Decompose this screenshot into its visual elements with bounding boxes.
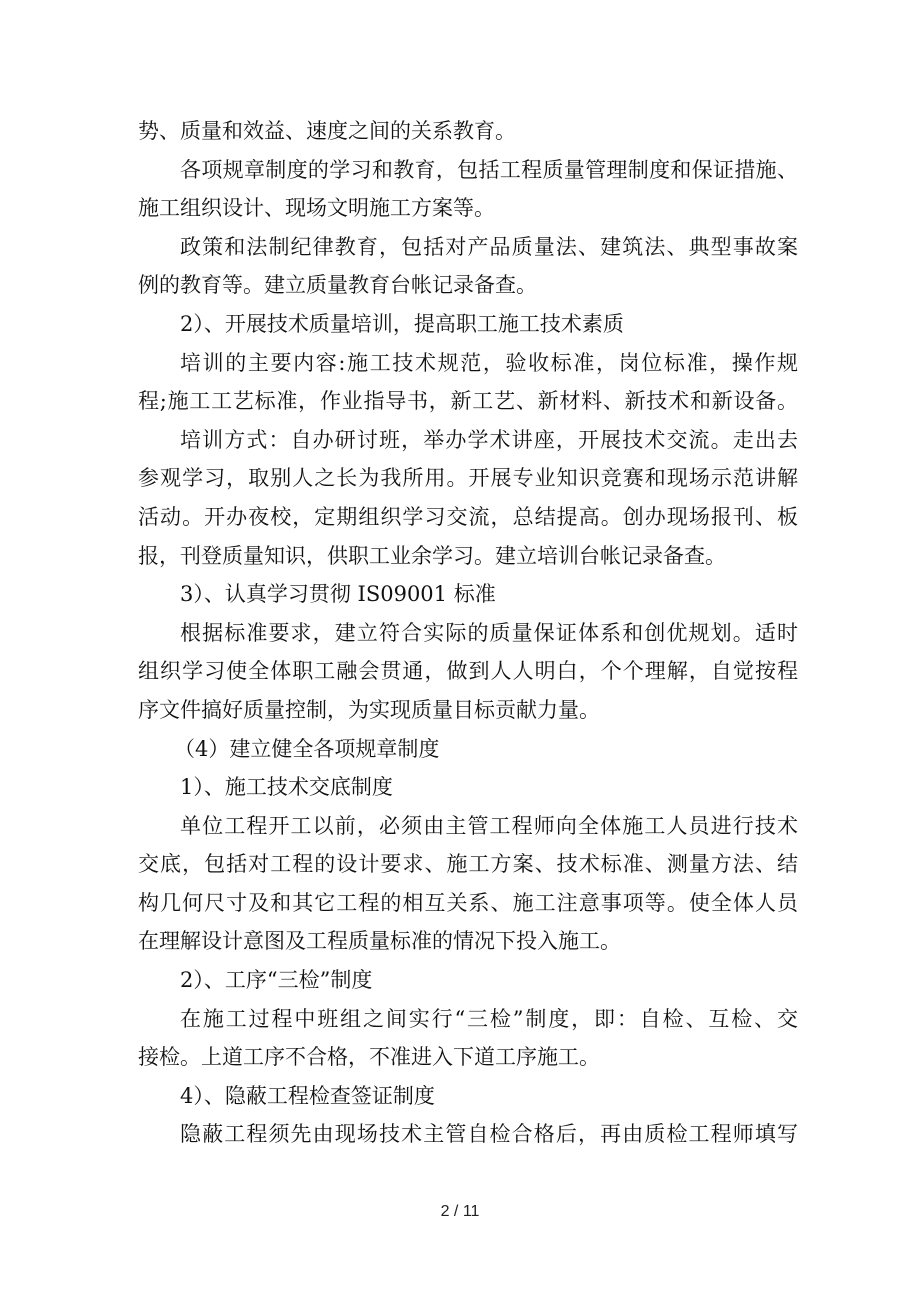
text-line: 例的教育等。建立质量教育台帐记录备查。 bbox=[138, 273, 537, 298]
text-line: 在理解设计意图及工程质量标准的情况下投入施工。 bbox=[138, 929, 621, 954]
section-heading: 4）、隐蔽工程检查签证制度 bbox=[180, 1083, 435, 1108]
text-line: 势、质量和效益、速度之间的关系教育。 bbox=[138, 119, 516, 143]
text-line: 程;施工工艺标准，作业指导书，新工艺、新材料、新技术和新设备。 bbox=[138, 389, 798, 414]
text-line: 交底，包括对工程的设计要求、施工方案、技术标准、测量方法、结 bbox=[138, 852, 798, 877]
text-line: 单位工程开工以前，必须由主管工程师向全体施工人员进行技术 bbox=[180, 813, 798, 838]
text-line: 施工组织设计、现场文明施工方案等。 bbox=[138, 196, 495, 221]
text-line: 培训方式：自办研讨班，举办学术讲座，开展技术交流。走出去 bbox=[180, 427, 798, 452]
document-body bbox=[138, 112, 798, 1154]
text-line: 序文件搞好质量控制，为实现质量目标贡献力量。 bbox=[138, 697, 600, 722]
text-line: 各项规章制度的学习和教育，包括工程质量管理制度和保证措施、 bbox=[180, 157, 798, 182]
section-heading: （4）建立健全各项规章制度 bbox=[174, 736, 440, 761]
section-heading: 1）、施工技术交底制度 bbox=[180, 775, 393, 800]
text-line: 在施工过程中班组之间实行“三检”制度，即：自检、互检、交 bbox=[180, 1006, 798, 1031]
text-line: 根据标准要求，建立符合实际的质量保证体系和创优规划。适时 bbox=[180, 620, 798, 645]
text-line: 培训的主要内容:施工技术规范，验收标准，岗位标准，操作规 bbox=[180, 350, 798, 375]
text-line: 隐蔽工程须先由现场技术主管自检合格后，再由质检工程师填写 bbox=[180, 1122, 798, 1147]
page-number: 2 / 11 bbox=[440, 1203, 480, 1220]
text-line: 组织学习使全体职工融会贯通，做到人人明白，个个理解，自觉按程 bbox=[138, 659, 798, 684]
text-line: 参观学习，取别人之长为我所用。开展专业知识竞赛和现场示范讲解 bbox=[138, 466, 798, 491]
section-heading: 3）、认真学习贯彻 IS09001 标准 bbox=[180, 582, 496, 607]
text-line: 活动。开办夜校，定期组织学习交流，总结提高。创办现场报刊、板 bbox=[138, 504, 798, 529]
section-heading: 2）、开展技术质量培训，提高职工施工技术素质 bbox=[180, 311, 624, 336]
text-line: 政策和法制纪律教育，包括对产品质量法、建筑法、典型事故案 bbox=[180, 234, 798, 259]
text-line: 构几何尺寸及和其它工程的相互关系、施工注意事项等。使全体人员 bbox=[138, 890, 798, 915]
section-heading: 2）、工序“三检”制度 bbox=[180, 968, 373, 993]
text-line: 接检。上道工序不合格，不准进入下道工序施工。 bbox=[138, 1045, 600, 1070]
text-line: 报，刊登质量知识，供职工业余学习。建立培训台帐记录备查。 bbox=[138, 543, 726, 568]
